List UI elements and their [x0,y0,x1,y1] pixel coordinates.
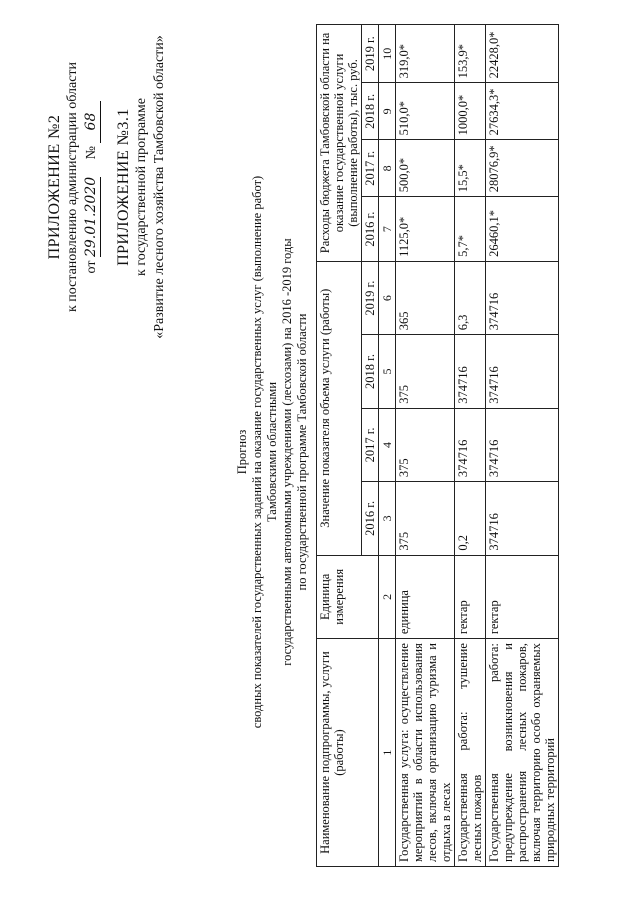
column-number-row: 1 2 3 4 5 6 7 8 9 10 [379,25,396,867]
table-row: Государственная работа: тушение лесных пожаров гектар 0,2 374716 374716 6,3 5,7* 15,5* 1000,0* 153,9* [455,25,486,867]
col-header-unit: Единица измерения [317,555,379,639]
program-line-1: к государственной программе [134,98,149,276]
year-header: 2017 г. [362,140,379,197]
year-header: 2018 г. [362,335,379,408]
year-header: 2019 г. [362,261,379,334]
date-number-line: от 29.01.2020 № 68 [82,22,101,352]
col-header-volume: Значение показателя объема услуги (работы) [317,261,362,555]
program-line-2: «Развитие лесного хозяйства Тамбовской области» [152,35,167,339]
year-header: 2017 г. [362,408,379,481]
resolution-line: к постановлению администрации области [65,61,80,313]
table-row: Государственная работа: предупреждение возникновения и распространения лесных пожаров, включая территорию особо охраняемых природных территорий гектар 374716 374716 374716 374716 26460,1* 28076,9* 27634,3* 22428,0* [486,25,559,867]
year-header: 2016 г. [362,197,379,262]
handwritten-date: 29.01.2020 [83,176,99,258]
forecast-table [316,24,559,867]
header-block [46,22,169,352]
year-header: 2018 г. [362,83,379,140]
rotated-page [20,12,620,892]
col-header-expenses: Расходы бюджета Тамбовской области на оказание государственной услуги (выполнение работы), тыс. руб. [317,25,362,262]
handwritten-number: 68 [82,101,101,143]
document-title: Прогноз сводных показателей государственных заданий на оказание государственных услуг (выполнение работ) Тамбовскими областными государственными автономными учреждениями (лесхозами) на 2016 -2019 годы по государственной программе Тамбовской области [235,175,309,729]
table-row: Государственная услуга: осуществление мероприятий в области использования лесов, включая организацию туризма и отдыха в лесах единица 375 375 375 365 1125,0* 500,0* 510,0* 319,0* [396,25,455,867]
year-header: 2019 г. [362,25,379,83]
sub-appendix-title: ПРИЛОЖЕНИЕ №3.1 [115,108,132,266]
col-header-name: Наименование подпрограммы, услуги (работы) [317,639,379,867]
appendix-title: ПРИЛОЖЕНИЕ №2 [46,114,63,260]
year-header: 2016 г. [362,482,379,555]
